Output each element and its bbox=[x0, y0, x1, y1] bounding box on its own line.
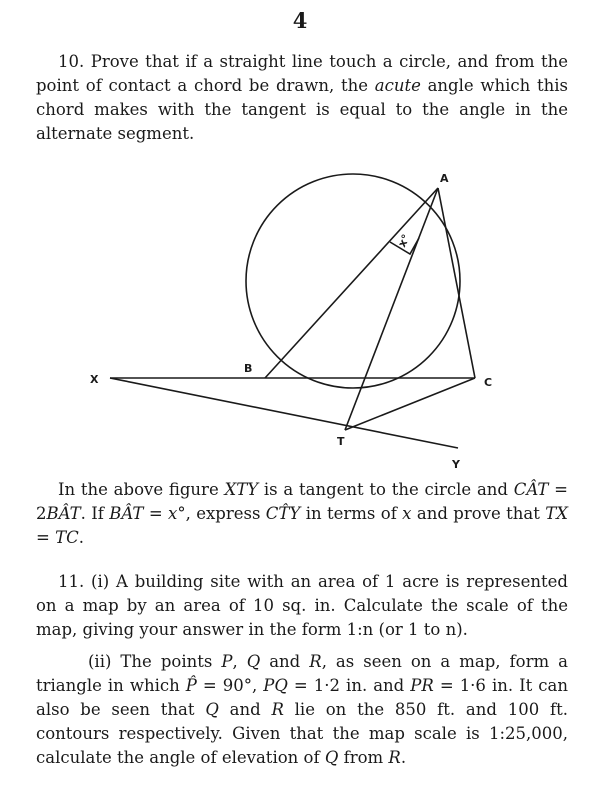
question-10-followup bbox=[36, 478, 568, 550]
q11-q-2: Q bbox=[205, 700, 219, 719]
q10f-text-3: = 2 bbox=[36, 480, 568, 523]
q11-p: P bbox=[221, 652, 233, 671]
q11-p-hat: P̂ bbox=[185, 676, 197, 695]
q10f-tx: TX bbox=[545, 504, 568, 523]
q10f-tc: TC bbox=[55, 528, 79, 547]
q11-pr: PR bbox=[410, 676, 434, 695]
q10f-bat: BÂT bbox=[46, 504, 81, 523]
q10f-text-6: °, express bbox=[177, 504, 266, 523]
question-11-part-ii bbox=[36, 650, 568, 770]
q11-pq: PQ bbox=[263, 676, 288, 695]
q11-text-5: = 1·6 in. It can also be seen that bbox=[36, 676, 569, 719]
chord-ac bbox=[438, 188, 475, 378]
q10-text-b: angle which this chord makes with the tangent is equal to the angle in the alternate segment. bbox=[36, 76, 569, 143]
label-angle-x: x° bbox=[395, 232, 413, 250]
chord-at bbox=[345, 188, 438, 430]
q10f-text-2: is a tangent to the circle and bbox=[258, 480, 514, 499]
label-t: T bbox=[337, 435, 345, 448]
tangent-xty bbox=[110, 378, 458, 448]
q11-from: from bbox=[338, 748, 389, 767]
q11-r-2: R bbox=[271, 700, 284, 719]
label-a: A bbox=[440, 172, 449, 185]
q11-text-2: , as seen on a map, form a triangle in which bbox=[36, 652, 568, 695]
q11-r-3: R bbox=[388, 748, 401, 767]
q11-text-3: = 90°, bbox=[196, 676, 264, 695]
q10f-text-9: = bbox=[36, 528, 56, 547]
question-10 bbox=[36, 50, 568, 146]
q11-q-3: Q bbox=[324, 748, 339, 767]
q10f-text-8: and prove that bbox=[411, 504, 546, 523]
q11-text-1: (ii) The points bbox=[88, 652, 222, 671]
q10f-text-10: . bbox=[78, 528, 84, 547]
q10f-text-4: . If bbox=[80, 504, 110, 523]
q10f-text-7: in terms of bbox=[300, 504, 403, 523]
q11-and-1: and bbox=[260, 652, 310, 671]
q10f-cty: CT̂Y bbox=[265, 504, 301, 523]
q11-and-2: and bbox=[218, 700, 272, 719]
q10f-cat: CÂT bbox=[513, 480, 549, 499]
q11-r: R bbox=[309, 652, 322, 671]
q11-q: Q bbox=[246, 652, 261, 671]
label-c: C bbox=[484, 376, 493, 389]
chord-tc bbox=[345, 378, 475, 430]
q10-number: 10. bbox=[58, 52, 85, 71]
label-x: X bbox=[90, 373, 99, 386]
q11-end: . bbox=[400, 748, 407, 767]
q11-text-4: = 1·2 in. and bbox=[287, 676, 411, 695]
geometry-figure bbox=[0, 150, 600, 480]
q10f-text-5: = bbox=[143, 504, 169, 523]
q10f-text-1: In the above figure bbox=[58, 480, 225, 499]
q10-text-a: Prove that if a straight line touch a circle, and from the point of contact a chord be drawn, the bbox=[36, 52, 569, 95]
q10f-x: x bbox=[168, 504, 178, 523]
q10-emphasis: acute bbox=[374, 76, 421, 95]
label-y: Y bbox=[452, 458, 460, 471]
q10f-xty: XTY bbox=[224, 480, 259, 499]
q10f-x-2: x bbox=[402, 504, 412, 523]
question-11-part-i: 11. (i) A building site with an area of 1 acre is represented on a map by an area of 10 sq. in. Calculate the scale of the map, giving your answer in the form 1:n (or 1 to n). bbox=[36, 572, 568, 639]
q10f-bat-2: BÂT bbox=[109, 504, 144, 523]
q11-comma: , bbox=[232, 652, 247, 671]
page-number: 4 bbox=[292, 8, 308, 33]
chord-ab bbox=[265, 188, 438, 378]
label-b: B bbox=[244, 362, 253, 375]
q11-text-6: lie on the 850 ft. and 100 ft. contours respectively. Given that the map scale is 1:25,000, calculate the angle of elevation of bbox=[36, 700, 568, 767]
